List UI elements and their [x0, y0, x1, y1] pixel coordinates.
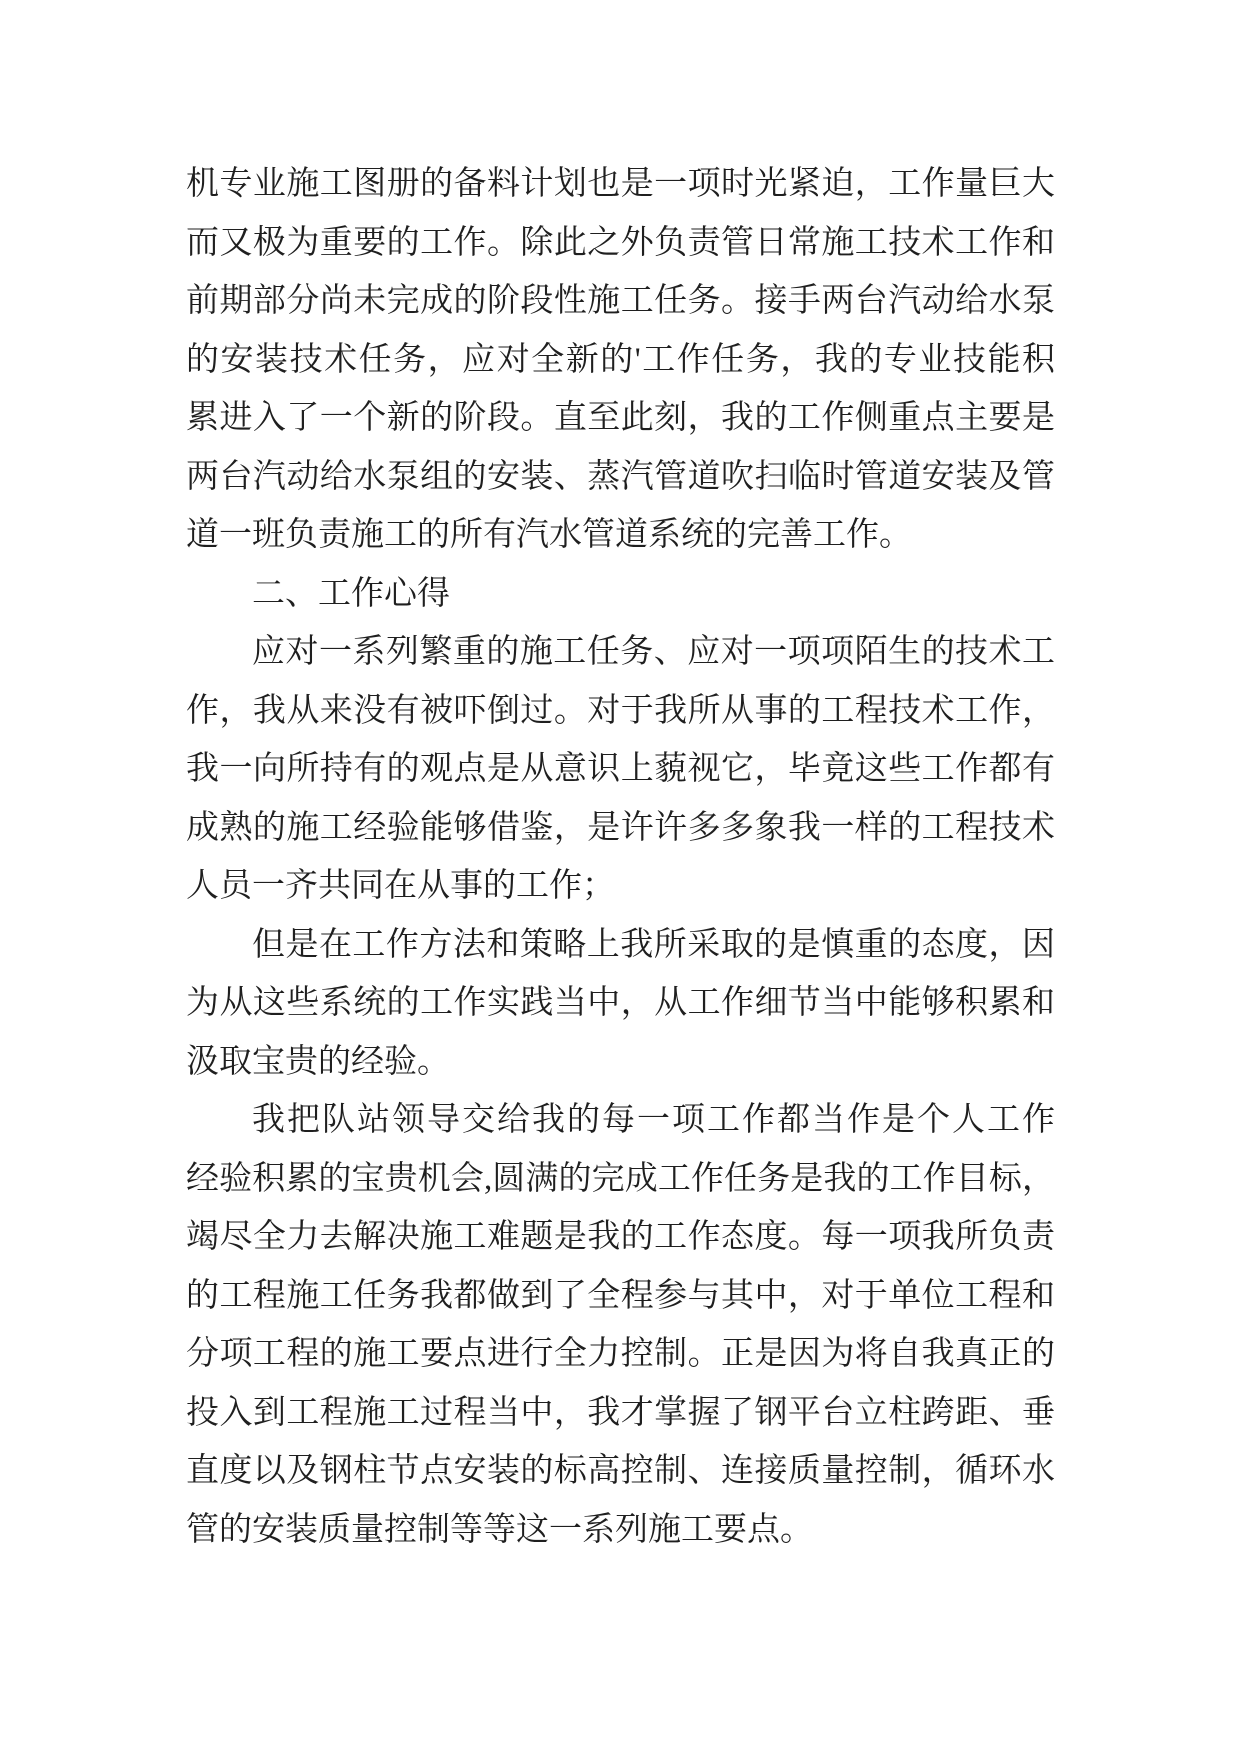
text-line: 作，我从来没有被吓倒过。对于我所从事的工程技术工作， — [186, 692, 1055, 729]
text-line: 我一向所持有的观点是从意识上藐视它，毕竟这些工作都有 — [186, 751, 1055, 787]
text-line: 人员一齐共同在从事的工作； — [186, 868, 615, 904]
text-line: 为从这些系统的工作实践当中，从工作细节当中能够积累和 — [186, 985, 1055, 1021]
text-line: 道一班负责施工的所有汽水管道系统的完善工作。 — [186, 517, 912, 553]
text-line: 我把队站领导交给我的每一项工作都当作是个人工作 — [252, 1102, 1055, 1138]
text-line: 经验积累的宝贵机会,圆满的完成工作任务是我的工作目标， — [186, 1160, 1055, 1197]
text-line: 投入到工程施工过程当中，我才掌握了钢平台立柱跨距、垂 — [186, 1394, 1055, 1431]
text-line: 前期部分尚未完成的阶段性施工任务。接手两台汽动给水泵 — [186, 283, 1055, 319]
text-line: 但是在工作方法和策略上我所采取的是慎重的态度，因 — [252, 926, 1055, 963]
text-line: 的安装技术任务，应对全新的'工作任务，我的专业技能积 — [186, 341, 1055, 378]
body-paragraph-dedication — [186, 1091, 1055, 1559]
text-line: 两台汽动给水泵组的安装、蒸汽管道吹扫临时管道安装及管 — [186, 458, 1055, 495]
body-paragraph-continuation — [186, 155, 1055, 565]
text-line: 应对一系列繁重的施工任务、应对一项项陌生的技术工 — [252, 634, 1055, 670]
document-body — [186, 155, 1055, 1559]
text-line: 的工程施工任务我都做到了全程参与其中，对于单位工程和 — [186, 1277, 1055, 1314]
section-heading-2 — [186, 565, 1055, 624]
text-line: 累进入了一个新的阶段。直至此刻，我的工作侧重点主要是 — [186, 400, 1055, 436]
text-line: 而又极为重要的工作。除此之外负责管日常施工技术工作和 — [186, 224, 1055, 261]
text-line: 分项工程的施工要点进行全力控制。正是因为将自我真正的 — [186, 1336, 1055, 1372]
body-paragraph-attitude — [186, 623, 1055, 916]
body-paragraph-method — [186, 916, 1055, 1092]
text-line: 成熟的施工经验能够借鉴，是许许多多象我一样的工程技术 — [186, 809, 1055, 846]
text-line: 二、工作心得 — [252, 575, 450, 612]
text-line: 汲取宝贵的经验。 — [186, 1043, 450, 1080]
text-line: 机专业施工图册的备料计划也是一项时光紧迫，工作量巨大 — [186, 166, 1055, 202]
text-line: 管的安装质量控制等等这一系列施工要点。 — [186, 1511, 813, 1548]
text-line: 竭尽全力去解决施工难题是我的工作态度。每一项我所负责 — [186, 1219, 1055, 1255]
text-line: 直度以及钢柱节点安装的标高控制、连接质量控制，循环水 — [186, 1453, 1055, 1489]
